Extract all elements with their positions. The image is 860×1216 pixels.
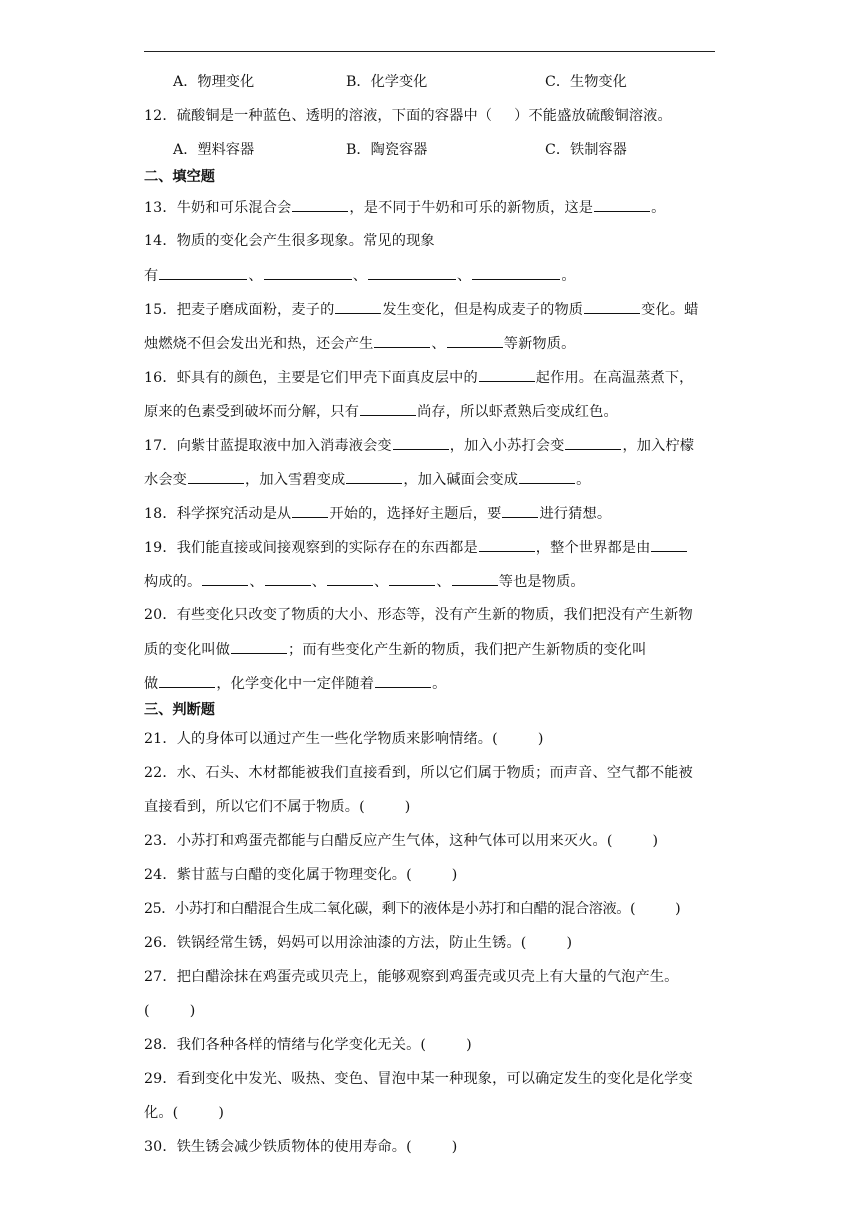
q14-line1: 14．物质的变化会产生很多现象。常见的现象 (144, 233, 435, 249)
section-judge-title: 三、判断题 (144, 702, 215, 718)
q29-line2: 化。( ) (144, 1105, 225, 1121)
q12-option-c: C．铁制容器 (545, 142, 627, 158)
q12-option-b: B．陶瓷容器 (346, 142, 428, 158)
q22-line1: 22．水、石头、木材都能被我们直接看到，所以它们属于物质；而声音、空气都不能被 (144, 765, 693, 781)
q16-line2: 原来的色素受到破坏而分解，只有 尚存，所以虾煮熟后变成红色。 (144, 401, 618, 422)
q16-line1: 16．虾具有的颜色，主要是它们甲壳下面真皮层中的 起作用。在高温蒸煮下， (144, 367, 694, 388)
q19-line2: 构成的。 、 、 、 、 等也是物质。 (144, 571, 585, 592)
q29-line1: 29．看到变化中发光、吸热、变色、冒泡中某一种现象，可以确定发生的变化是化学变 (144, 1071, 693, 1087)
q17-line2: 水会变 ，加入雪碧变成 ，加入碱面会变成 。 (144, 469, 590, 490)
q20-line3: 做 ，化学变化中一定伴随着 。 (144, 673, 446, 694)
q30: 30．铁生锈会减少铁质物体的使用寿命。( ) (144, 1139, 458, 1155)
q12-stem: 12．硫酸铜是一种蓝色、透明的溶液，下面的容器中（ ）不能盛放硫酸铜溶液。 (144, 108, 672, 124)
q17-line1: 17．向紫甘蓝提取液中加入消毒液会变 ，加入小苏打会变 ，加入柠檬 (144, 435, 694, 456)
q20-line1: 20．有些变化只改变了物质的大小、形态等，没有产生新的物质，我们把没有产生新物 (144, 607, 693, 623)
q28: 28．我们各种各样的情绪与化学变化无关。( ) (144, 1037, 472, 1053)
q11-option-c: C．生物变化 (545, 74, 627, 90)
q26: 26．铁锅经常生锈，妈妈可以用涂油漆的方法，防止生锈。( ) (144, 935, 573, 951)
q12-option-a: A．塑料容器 (173, 142, 255, 158)
q27-line2: ( ) (144, 1003, 196, 1019)
q15-line2: 烛燃烧不但会发出光和热，还会产生 、 等新物质。 (144, 333, 575, 354)
q18: 18．科学探究活动是从 开始的，选择好主题后，要 进行猜想。 (144, 503, 611, 524)
section-fill-blank-title: 二、填空题 (144, 169, 215, 185)
q25: 25．小苏打和白醋混合生成二氧化碳，剩下的液体是小苏打和白醋的混合溶液。( ) (144, 901, 681, 917)
q22-line2: 直接看到，所以它们不属于物质。( ) (144, 799, 411, 815)
q23: 23．小苏打和鸡蛋壳都能与白醋反应产生气体，这种气体可以用来灭火。( ) (144, 833, 659, 849)
q14-line2: 有 、 、 、 。 (144, 265, 576, 286)
q11-option-b: B．化学变化 (346, 74, 428, 90)
header-rule (144, 51, 715, 52)
q20-line2: 质的变化叫做 ；而有些变化产生新的物质，我们把产生新物质的变化叫 (144, 639, 646, 660)
q19-line1: 19．我们能直接或间接观察到的实际存在的东西都是 ，整个世界都是由 (144, 537, 688, 558)
q27-line1: 27．把白醋涂抹在鸡蛋壳或贝壳上，能够观察到鸡蛋壳或贝壳上有大量的气泡产生。 (144, 969, 679, 985)
q13: 13．牛奶和可乐混合会 ，是不同于牛奶和可乐的新物质，这是 。 (144, 197, 666, 218)
q15-line1: 15．把麦子磨成面粉，麦子的 发生变化，但是构成麦子的物质 变化。蜡 (144, 299, 699, 320)
q21: 21．人的身体可以通过产生一些化学物质来影响情绪。( ) (144, 731, 544, 747)
q11-option-a: A．物理变化 (173, 74, 255, 90)
q24: 24．紫甘蓝与白醋的变化属于物理变化。( ) (144, 867, 458, 883)
